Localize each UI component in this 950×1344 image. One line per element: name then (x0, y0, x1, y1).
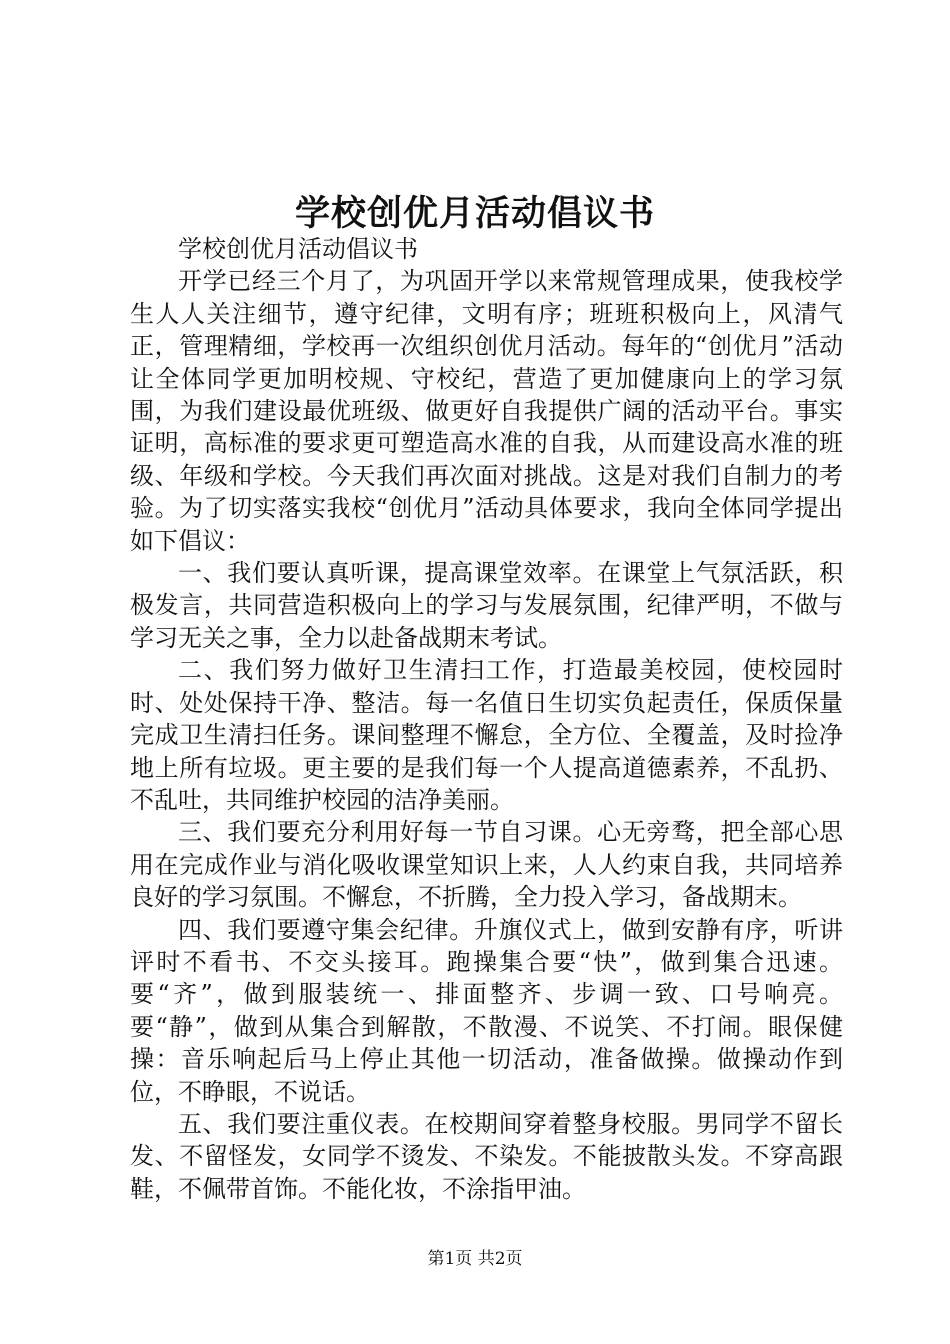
document-body (130, 233, 843, 1205)
proposal-paragraph-2: 二、我们努力做好卫生清扫工作，打造最美校园，使校园时时、处处保持干净、整洁。每一名值日生切实负起责任，保质保量完成卫生清扫任务。课间整理不懈怠，全方位、全覆盖，及时捡净地上所有垃圾。更主要的是我们每一个人提高道德素养，不乱扔、不乱吐，共同维护校园的洁净美丽。 (130, 656, 843, 814)
proposal-paragraph-3: 三、我们要充分利用好每一节自习课。心无旁骛，把全部心思用在完成作业与消化吸收课堂知识上来，人人约束自我，共同培养良好的学习氛围。不懈怠，不折腾，全力投入学习，备战期末。 (130, 818, 843, 912)
document-title: 学校创优月活动倡议书 (294, 193, 655, 234)
proposal-paragraph-1: 一、我们要认真听课，提高课堂效率。在课堂上气氛活跃，积极发言，共同营造积极向上的学习与发展氛围，纪律严明，不做与学习无关之事，全力以赴备战期末考试。 (130, 559, 843, 652)
proposal-paragraph-4: 四、我们要遵守集会纪律。升旗仪式上，做到安静有序，听讲评时不看书、不交头接耳。跑操集合要“快”，做到集合迅速。要“齐”，做到服装统一、排面整齐、步调一致、口号响亮。要“静”，做到从集合到解散，不散漫、不说笑、不打闹。眼保健操：音乐响起后马上停止其他一切活动，准备做操。做操动作到位，不睁眼，不说话。 (130, 915, 843, 1106)
page-footer: 第1页 共2页 (427, 1249, 523, 1269)
proposal-paragraph-5: 五、我们要注重仪表。在校期间穿着整身校服。男同学不留长发、不留怪发，女同学不烫发、不染发。不能披散头发。不穿高跟鞋，不佩带首饰。不能化妆，不涂指甲油。 (130, 1109, 843, 1203)
subtitle-paragraph: 学校创优月活动倡议书 (178, 235, 418, 263)
intro-paragraph: 开学已经三个月了，为巩固开学以来常规管理成果，使我校学生人人关注细节，遵守纪律，文明有序；班班积极向上，风清气正，管理精细，学校再一次组织创优月活动。每年的“创优月”活动让全体同学更加明校规、守校纪，营造了更加健康向上的学习氛围，为我们建设最优班级、做更好自我提供广阔的活动平台。事实证明，高标准的要求更可塑造高水准的自我，从而建设高水准的班级、年级和学校。今天我们再次面对挑战。这是对我们自制力的考验。为了切实落实我校“创优月”活动具体要求，我向全体同学提出如下倡议： (130, 267, 843, 555)
